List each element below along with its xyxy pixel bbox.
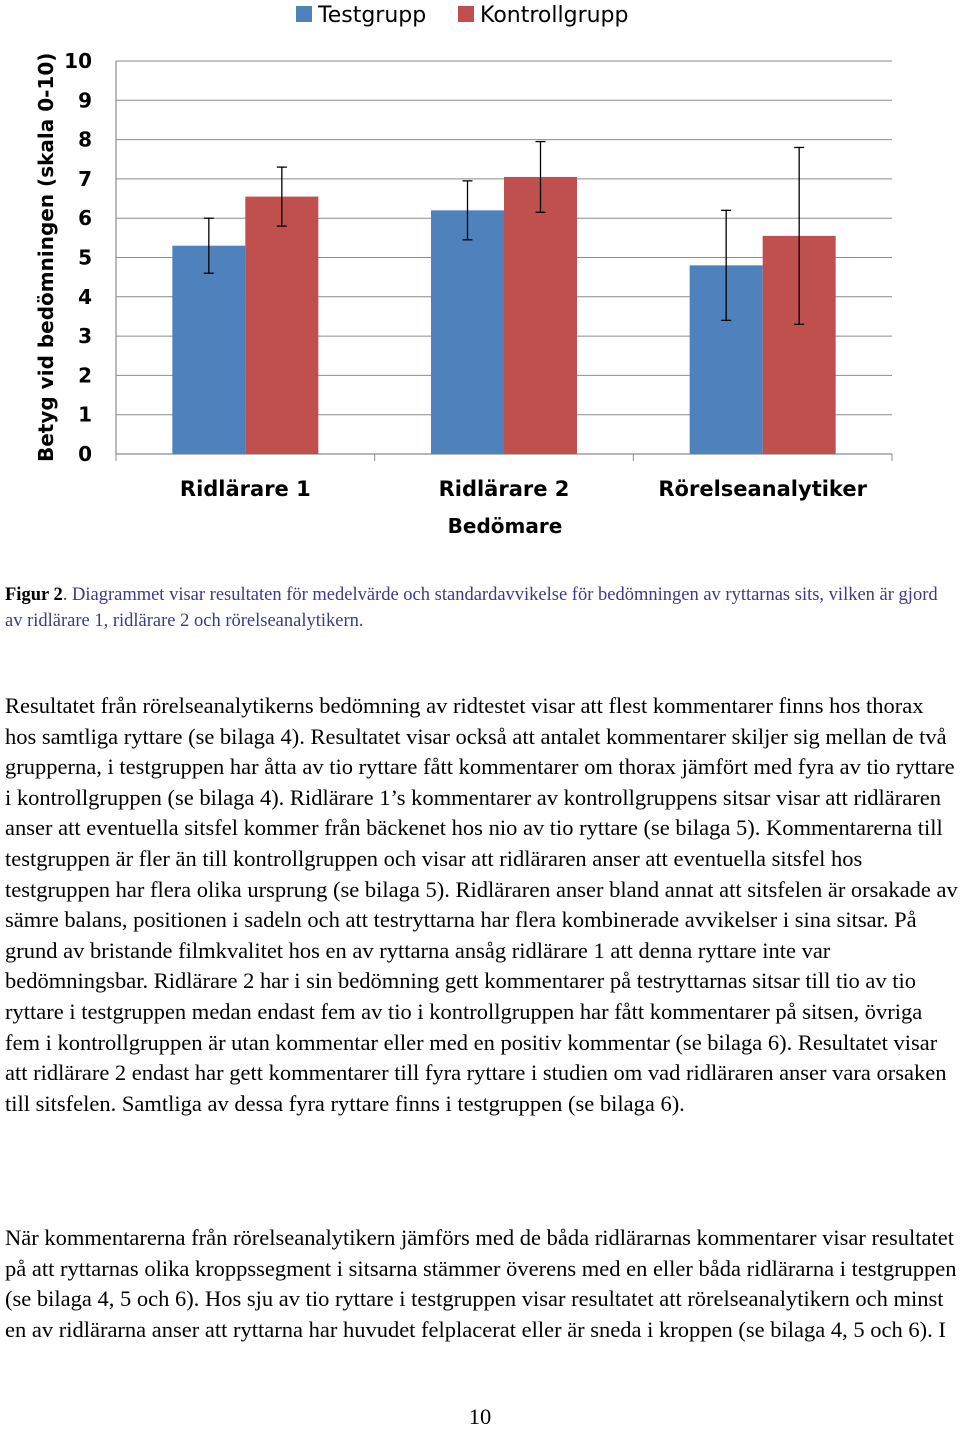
y-tick-label-8: 8 — [78, 127, 92, 152]
page-number: 10 — [468, 1404, 492, 1429]
category-label-1: Ridlärare 2 — [438, 477, 570, 501]
x-axis-title: Bedömare — [447, 514, 563, 538]
y-tick-label-10: 10 — [64, 49, 92, 73]
category-labels — [180, 477, 868, 501]
legend-label-kontrollgrupp: Kontrollgrupp — [480, 3, 629, 28]
y-tick-label-3: 3 — [78, 324, 92, 349]
body-paragraph-1: Resultatet från rörelseanalytikerns bedömning av ridtestet visar att flest kommentarer finns hos thorax hos samtliga ryttare (se bilaga 4). Resultatet visar också att antalet kommentarer skiljer sig mellan de två grupperna, i testgruppen har åtta av tio ryttare fått kommentarer om thorax jämfört med fyra av tio ryttare i kontrollgruppen (se bilaga 4). Ridlärare 1’s kommentarer av kontrollgruppens sitsar visar att ridläraren anser att eventuella sitsfel kommer från bäckenet hos nio av tio ryttare (se bilaga 5). Kommentarerna till testgruppen är fler än till kontrollgruppen och visar att ridläraren anser att eventuella sitsfel hos testgruppen har flera olika ursprung (se bilaga 5). Ridläraren anser bland annat att sitsfelen är orsakade av sämre balans, positionen i sadeln och att testryttarna har flera kombinerade avvikelser i sina sitsar. På grund av bristande filmkvalitet hos en av ryttarna ansåg ridlärare 1 att denna ryttare inte var bedömningsbar. Ridlärare 2 har i sin bedömning gett kommentarer på testryttarnas sitsar till tio av tio ryttare i testgruppen medan endast fem av tio i kontrollgruppen har fått kommentarer på sitsen, övriga fem i kontrollgruppen är utan kommentar eller med en positiv kommentar (se bilaga 6). Resultatet visar att ridlärare 2 endast har gett kommentarer till fyra ryttare i studien om vad ridläraren anser vara orsaken till sitsfelen. Samtliga av dessa fyra ryttare finns i testgruppen (se bilaga 6). — [5, 693, 958, 1116]
category-label-0: Ridlärare 1 — [179, 477, 311, 501]
y-tick-label-2: 2 — [78, 363, 92, 388]
bar-testgrupp-1 — [431, 210, 504, 454]
y-tick-label-0: 0 — [78, 442, 92, 466]
figure-label: Figur 2 — [5, 585, 63, 605]
y-tick-label-7: 7 — [78, 166, 92, 191]
body-paragraph-2: När kommentarerna från rörelseanalytikern jämförs med de båda ridlärarnas kommentarer visar resultatet på att ryttarnas olika kroppssegment i sitsarna stämmer överens med en eller båda ridlärarna i testgruppen (se bilaga 4, 5 och 6). Hos sju av tio ryttare i testgruppen visar resultatet att rörelseanalytikern och minst en av ridlärarna anser att ryttarna har huvudet felplacerat eller är sneda i kroppen (se bilaga 4, 5 och 6). I — [5, 1225, 957, 1342]
y-axis-title: Betyg vid bedömningen (skala 0-10) — [34, 52, 58, 462]
bar-kontrollgrupp-0 — [245, 197, 318, 454]
y-tick-label-5: 5 — [78, 245, 92, 270]
category-label-2: Rörelseanalytiker — [658, 477, 867, 501]
bar-testgrupp-0 — [172, 246, 245, 454]
y-tick-label-1: 1 — [78, 402, 92, 427]
legend-swatch-kontrollgrupp — [458, 6, 474, 22]
legend-label-testgrupp: Testgrupp — [318, 3, 427, 28]
x-tick-marks — [116, 454, 892, 461]
bar-chart — [0, 0, 960, 560]
figure-caption — [5, 582, 950, 634]
legend — [296, 3, 629, 28]
y-tick-label-6: 6 — [78, 206, 92, 231]
y-tick-labels — [64, 49, 92, 466]
bar-kontrollgrupp-1 — [504, 177, 577, 454]
y-tick-label-9: 9 — [78, 88, 92, 113]
y-tick-label-4: 4 — [78, 284, 92, 309]
legend-swatch-testgrupp — [296, 6, 312, 22]
figure-caption-text: . Diagrammet visar resultaten för medelvärde och standardavvikelse för bedömningen av ryttarnas sits, vilken är gjord av ridlärare 1, ridlärare 2 och rörelseanalytikern. — [5, 585, 938, 631]
